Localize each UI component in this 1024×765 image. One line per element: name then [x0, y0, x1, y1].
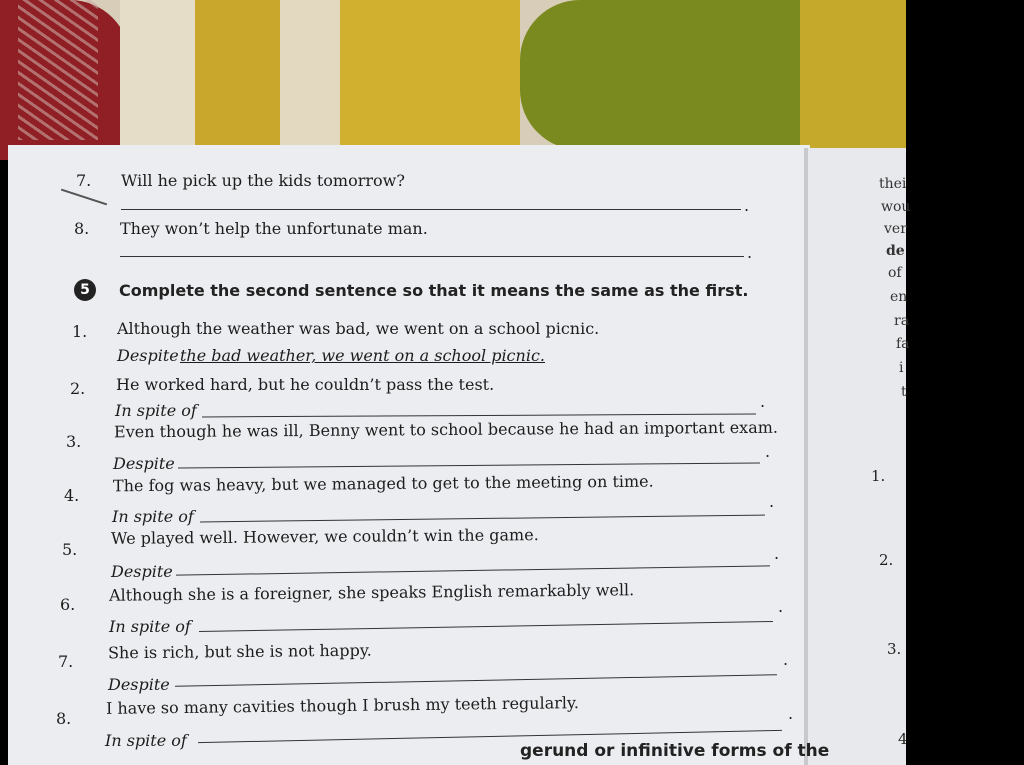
period: . [747, 243, 753, 262]
fabric-yellow-stripe [340, 0, 520, 160]
facing-page-text: of [888, 265, 902, 281]
exercise-number: 1. [72, 322, 88, 341]
exercise-prompt: Despite [108, 675, 170, 694]
item-number: 7. [76, 171, 92, 190]
exercise-sentence: She is rich, but she is not happy. [107, 640, 372, 663]
facing-page-text: thei [879, 176, 907, 192]
facing-page-number: 2. [879, 551, 894, 569]
period: . [765, 442, 771, 461]
exercise-prompt: Despite [111, 562, 173, 581]
exercise-number: 3. [66, 432, 82, 451]
exercise-number: 6. [60, 595, 76, 614]
fabric-cream-stripe [120, 0, 200, 160]
facing-page-text: en [890, 289, 908, 305]
exercise-prompt: In spite of [105, 731, 187, 750]
period: . [783, 650, 789, 669]
fabric-cream-stripe [280, 0, 340, 160]
fabric-yellow-stripe [800, 0, 906, 160]
exercise-prompt: Despite [117, 346, 179, 365]
exercise-prompt: Despite [113, 454, 175, 473]
exercise-sentence: The fog was heavy, but we managed to get to the meeting on time. [112, 471, 654, 496]
period: . [760, 392, 766, 411]
exercise-sentence: Although she is a foreigner, she speaks English remarkably well. [108, 580, 635, 605]
exercise-answer: the bad weather, we went on a school picnic. [180, 346, 545, 365]
facing-page-text: de [886, 243, 905, 259]
exercise-prompt: In spite of [115, 401, 197, 420]
facing-page-text: fa [896, 336, 910, 352]
period: . [788, 704, 794, 723]
exercise-number: 2. [70, 379, 86, 398]
exercise-number: 8. [56, 709, 72, 728]
period: . [744, 196, 750, 215]
fabric-green-shape [520, 0, 810, 150]
section-heading: Complete the second sentence so that it means the same as the first. [119, 281, 749, 300]
facing-page-number: 4 [898, 730, 908, 748]
facing-page-text: t [901, 384, 907, 400]
period: . [769, 492, 775, 511]
exercise-number: 4. [64, 486, 80, 505]
period: . [774, 544, 780, 563]
fabric-pattern [18, 0, 98, 140]
item-number: 8. [74, 219, 90, 238]
facing-page [806, 148, 906, 765]
answer-line[interactable] [121, 209, 741, 210]
facing-page-number: 3. [887, 640, 902, 658]
answer-line[interactable] [120, 256, 744, 257]
fabric-yellow-stripe [195, 0, 285, 160]
exercise-sentence: Although the weather was bad, we went on a school picnic. [117, 319, 600, 338]
item-sentence: They won’t help the unfortunate man. [120, 219, 428, 238]
section-badge: 5 [74, 279, 96, 301]
exercise-prompt: In spite of [109, 617, 191, 636]
facing-page-text: wou [881, 199, 911, 215]
exercise-sentence: He worked hard, but he couldn’t pass the test. [116, 375, 495, 394]
exercise-number: 5. [62, 540, 78, 559]
period: . [778, 597, 784, 616]
facing-page-text: i [899, 360, 904, 376]
exercise-sentence: Even though he was ill, Benny went to school because he had an important exam. [113, 417, 779, 442]
exercise-sentence: I have so many cavities though I brush my teeth regularly. [105, 693, 580, 718]
next-section-heading-partial: gerund or infinitive forms of the [520, 741, 830, 761]
exercise-number: 7. [58, 652, 74, 671]
facing-page-text: ver [884, 221, 907, 237]
background-fabric [0, 0, 906, 160]
exercise-prompt: In spite of [112, 507, 194, 526]
page-fold [804, 148, 808, 765]
item-sentence: Will he pick up the kids tomorrow? [121, 171, 405, 190]
facing-page-text: ra [894, 313, 910, 329]
exercise-sentence: We played well. However, we couldn’t win the game. [110, 525, 539, 548]
facing-page-number: 1. [871, 467, 886, 485]
